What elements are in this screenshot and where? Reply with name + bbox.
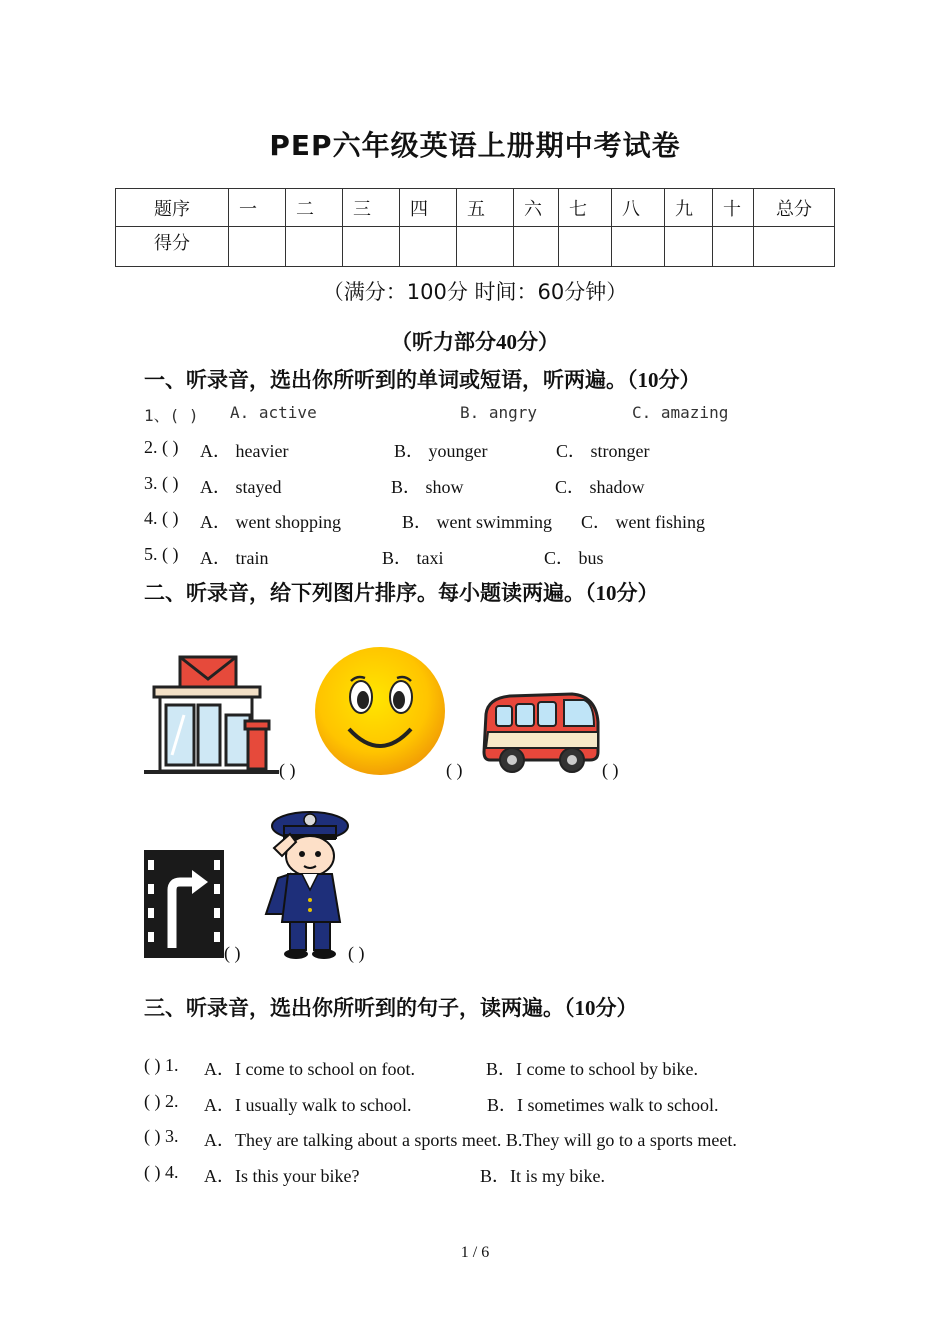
table-cell: 四 [400,189,457,227]
page-number: 1 / 6 [460,1244,490,1261]
answer-blank[interactable]: ( ) [602,760,619,780]
q5-option-c[interactable]: C． bus [544,548,604,568]
page-title: PEP六年级英语上册期中考试卷 [269,129,681,162]
score-input-cell[interactable] [754,227,835,267]
q2-number: 2. ( ) [144,437,179,457]
q5-option-b[interactable]: B． taxi [382,548,444,568]
q4-option-a[interactable]: A． went shopping [200,512,341,532]
q4-option-b[interactable]: B． went swimming [402,512,553,532]
q3-number: 3. ( ) [144,473,179,493]
s3-q1-option-a[interactable]: A．I come to school on foot. [204,1059,415,1079]
table-cell: 题序 [116,189,229,227]
s3-q4-number: ( ) 4. [144,1162,179,1182]
section3-heading: 三、听录音，选出你所听到的句子，读两遍。（10分） [144,996,638,1020]
section2-heading: 二、听录音，给下列图片排序。每小题读两遍。（10分） [144,581,659,605]
s3-q2-option-a[interactable]: A．I usually walk to school. [204,1095,412,1115]
score-input-cell[interactable] [559,227,612,267]
full-marks-line: （满分：100分 时间：60分钟） [322,280,628,304]
score-table [115,188,835,267]
q4-option-c[interactable]: C． went fishing [581,512,705,532]
table-cell: 八 [612,189,665,227]
s3-q3-number: ( ) 3. [144,1126,179,1146]
score-input-cell[interactable] [612,227,665,267]
q1-option-b[interactable]: B. angry [460,403,538,422]
listening-part-label: （听力部分40分） [391,330,559,354]
q1-option-a[interactable]: A. active [230,403,317,422]
score-input-cell[interactable] [229,227,286,267]
s3-q4-option-b[interactable]: B．It is my bike. [480,1166,605,1186]
q5-option-a[interactable]: A． train [200,548,269,568]
table-cell: 得分 [116,227,229,267]
s3-q1-number: ( ) 1. [144,1055,179,1075]
q1-number: 1、( ) [144,406,199,425]
q3-option-b[interactable]: B． show [391,477,464,497]
score-table-score-row [116,227,835,267]
q5-number: 5. ( ) [144,544,179,564]
police-officer-icon [260,804,352,960]
q4-number: 4. ( ) [144,508,179,528]
table-cell: 二 [286,189,343,227]
q1-option-c[interactable]: C. amazing [632,403,729,422]
table-cell: 十 [713,189,754,227]
score-input-cell[interactable] [514,227,559,267]
s3-q2-number: ( ) 2. [144,1091,179,1111]
turn-right-sign-icon [144,850,224,958]
table-cell: 九 [665,189,713,227]
bus-icon [480,692,602,776]
q2-option-b[interactable]: B． younger [394,441,488,461]
s3-q4-option-a[interactable]: A．Is this your bike? [204,1166,360,1186]
answer-blank[interactable]: ( ) [446,760,463,780]
s3-q2-option-b[interactable]: B．I sometimes walk to school. [487,1095,719,1115]
s3-q1-option-b[interactable]: B．I come to school by bike. [486,1059,698,1079]
q3-option-c[interactable]: C． shadow [555,477,645,497]
answer-blank[interactable]: ( ) [224,943,241,963]
section1-heading: 一、听录音，选出你所听到的单词或短语，听两遍。（10分） [144,368,701,392]
s3-q3-options[interactable]: A．They are talking about a sports meet. B.They will go to a sports meet. [204,1130,737,1150]
q3-option-a[interactable]: A． stayed [200,477,282,497]
table-cell: 五 [457,189,514,227]
table-cell: 七 [559,189,612,227]
table-cell: 总分 [754,189,835,227]
post-office-icon [144,655,279,775]
score-input-cell[interactable] [343,227,400,267]
table-cell: 一 [229,189,286,227]
q2-option-a[interactable]: A． heavier [200,441,289,461]
score-table-header-row [116,189,835,227]
answer-blank[interactable]: ( ) [348,943,365,963]
table-cell: 三 [343,189,400,227]
table-cell: 六 [514,189,559,227]
score-input-cell[interactable] [457,227,514,267]
score-input-cell[interactable] [713,227,754,267]
q2-option-c[interactable]: C． stronger [556,441,650,461]
score-input-cell[interactable] [665,227,713,267]
score-input-cell[interactable] [400,227,457,267]
smiley-face-icon [313,645,447,777]
score-input-cell[interactable] [286,227,343,267]
answer-blank[interactable]: ( ) [279,760,296,780]
